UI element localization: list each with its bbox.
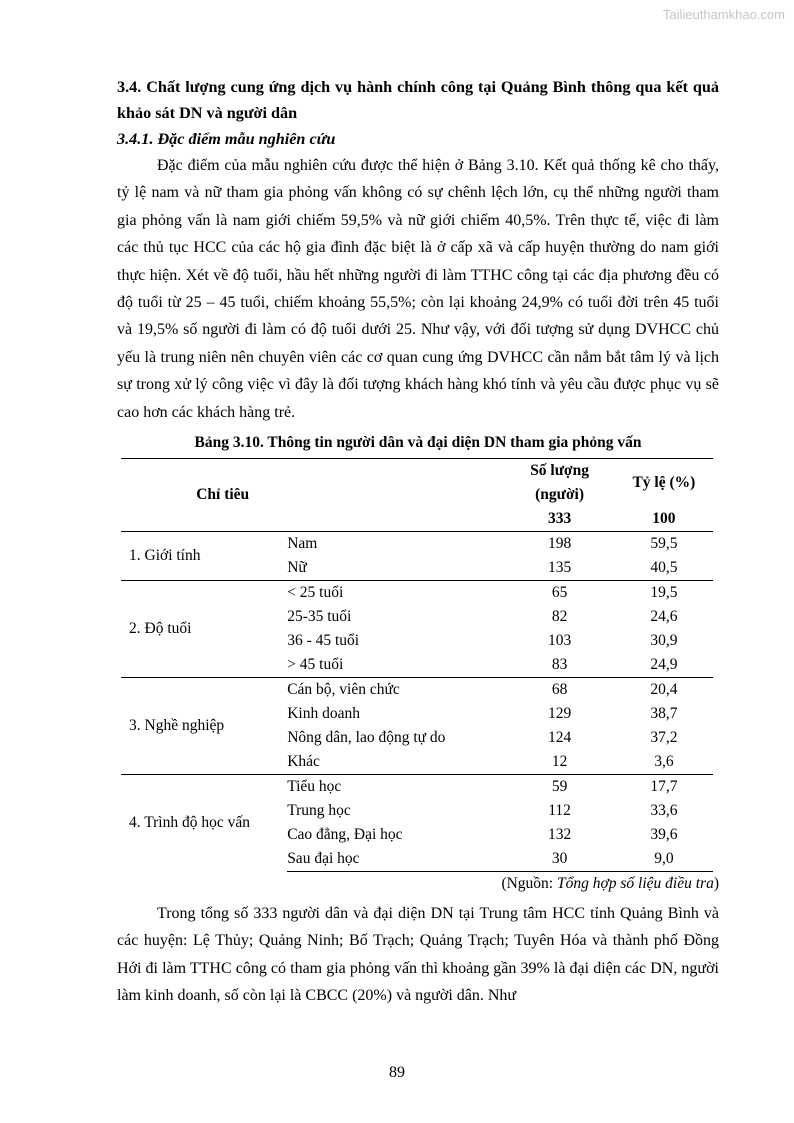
row-percent: 30,9 (650, 632, 678, 650)
subsection-heading: 3.4.1. Đặc điểm mẫu nghiên cứu (117, 130, 336, 148)
row-count: 12 (551, 753, 568, 771)
body-paragraph-1: Đặc điểm của mẫu nghiên cứu được thể hiện ở Bảng 3.10. Kết quả thống kê cho thấy, tỷ lệ nam và nữ tham gia phỏng vấn không có sự chênh lệch lớn, cụ thể những người tham gia phỏng vấn là nam giới chiếm 59,5% và nữ giới chiếm 40,5%. Trên thực tế, việc đi làm các thủ tục HCC của các hộ gia đình đặc biệt là ở cấp xã và cấp huyện thường do nam giới thực hiện. Xét về độ tuổi, hầu hết những người đi làm TTHC công tại các địa phương đều có độ tuổi từ 25 – 45 tuổi, chiếm khoảng 55,5%; còn lại khoảng 24,9% có tuổi đời trên 45 tuổi và 19,5% số người đi làm có độ tuổi dưới 25. Như vậy, với đối tượng sử dụng DVHCC chủ yếu là trung niên nên chuyên viên các cơ quan cung ứng DVHCC cần nắm bắt tâm lý và lịch sự trong xử lý công việc vì đây là đối tượng khách hàng khó tính và yêu cầu được phục vụ sẽ cao hơn các khách hàng trẻ. (117, 157, 719, 421)
header-total-count: 333 (547, 510, 572, 528)
header-total-percent: 100 (652, 510, 676, 528)
document-page (117, 74, 719, 1010)
group-name: 4. Trình độ học vấn (121, 775, 287, 872)
header-count-line1: Số lượng (530, 462, 589, 480)
row-count: 103 (547, 632, 572, 650)
row-label: Cán bộ, viên chức (287, 678, 504, 703)
row-label: Kinh doanh (287, 705, 360, 723)
row-label: Khác (287, 753, 320, 771)
survey-table (121, 458, 713, 872)
row-label: Tiểu học (287, 775, 504, 800)
row-label: 25-35 tuổi (287, 608, 352, 626)
row-count: 59 (504, 775, 614, 800)
row-count: 68 (504, 678, 614, 703)
row-count: 83 (551, 656, 568, 674)
row-percent: 19,5 (615, 581, 713, 606)
header-criteria: Chỉ tiêu (196, 486, 250, 504)
table-header-row (121, 459, 713, 484)
body-paragraph-2: Trong tổng số 333 người dân và đại diện DN tại Trung tâm HCC tỉnh Quảng Bình và các huyện: Lệ Thủy; Quảng Ninh; Bố Trạch; Quảng Trạch; Tuyên Hóa và thành phố Đồng Hới đi làm TTHC công có tham gia phỏng vấn thì khoảng gần 39% là đại diện các DN, người làm kinh doanh, số còn lại là CBCC (20%) và người dân. Như (117, 905, 719, 1005)
row-percent: 24,6 (650, 608, 678, 626)
row-percent: 59,5 (615, 532, 713, 557)
row-percent: 3,6 (654, 753, 674, 771)
row-count: 124 (547, 729, 572, 747)
row-count: 30 (504, 847, 614, 872)
table-source: (Nguồn: Tổng hợp số liệu điều tra) (501, 875, 719, 893)
row-count: 129 (547, 705, 572, 723)
row-label: 36 - 45 tuổi (287, 632, 360, 650)
row-count: 65 (504, 581, 614, 606)
row-label: Cao đẳng, Đại học (287, 826, 403, 844)
row-count: 82 (551, 608, 568, 626)
row-count: 198 (504, 532, 614, 557)
row-label: > 45 tuổi (287, 656, 344, 674)
row-label: Nông dân, lao động tự do (287, 729, 446, 747)
row-count: 135 (547, 559, 572, 577)
page-number: 89 (389, 1064, 405, 1081)
row-label: Sau đại học (287, 847, 504, 872)
row-label: Nam (287, 532, 504, 557)
row-label: Trung học (287, 802, 351, 820)
row-percent: 20,4 (615, 678, 713, 703)
row-percent: 17,7 (615, 775, 713, 800)
table-row (121, 581, 713, 606)
header-count-line2: (người) (535, 486, 585, 504)
section-heading: 3.4. Chất lượng cung ứng dịch vụ hành chính công tại Quảng Bình thông qua kết quả khảo sát DN và người dân (117, 78, 719, 122)
row-percent: 9,0 (615, 847, 713, 872)
group-name: 2. Độ tuổi (121, 581, 287, 678)
row-count: 112 (548, 802, 571, 820)
row-percent: 37,2 (650, 729, 678, 747)
table-body (121, 532, 713, 872)
table-row (121, 678, 713, 703)
watermark: Tailieuthamkhao.com (662, 7, 785, 22)
row-label: Nữ (287, 559, 307, 577)
row-percent: 24,9 (650, 656, 678, 674)
group-name: 3. Nghề nghiệp (121, 678, 287, 775)
row-percent: 39,6 (650, 826, 678, 844)
table-caption: Bảng 3.10. Thông tin người dân và đại diện DN tham gia phỏng vấn (194, 434, 642, 452)
row-percent: 38,7 (650, 705, 678, 723)
row-percent: 40,5 (650, 559, 678, 577)
row-percent: 33,6 (650, 802, 678, 820)
table-row (121, 532, 713, 557)
row-count: 132 (547, 826, 572, 844)
header-percent: Tỷ lệ (%) (632, 474, 696, 492)
row-label: < 25 tuổi (287, 581, 504, 606)
table-row (121, 775, 713, 800)
group-name: 1. Giới tính (121, 532, 287, 581)
